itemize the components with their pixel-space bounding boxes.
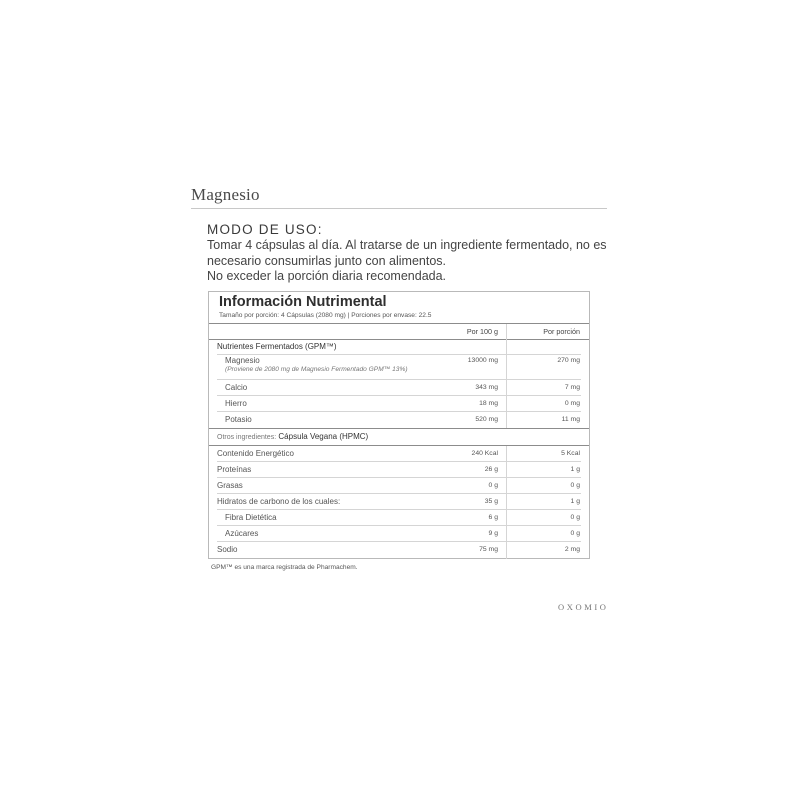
value-per-serving: 270 mg [557,357,580,364]
other-ingredients-row [209,429,589,445]
value-per-100g: 18 mg [479,400,498,407]
value-per-100g: 9 g [488,530,498,537]
value-per-100g: 240 Kcal [471,450,498,457]
table-row [209,446,589,462]
table-row [209,355,589,380]
nutrient-label: Grasas [217,481,243,490]
nutrient-source-note: (Proviene de 2080 mg de Magnesio Fermentado GPM™ 13%) [225,366,408,373]
usage-line: Tomar 4 cápsulas al día. Al tratarse de un ingrediente fermentado, no es [207,238,607,252]
product-title: Magnesio [191,185,260,204]
value-per-serving: 0 g [570,530,580,537]
value-per-100g: 75 mg [479,546,498,553]
value-per-serving: 1 g [570,466,580,473]
other-ingredients [217,432,368,441]
table-row [209,396,589,412]
table-row [209,412,589,429]
usage-line: No exceder la porción diaria recomendada. [207,269,447,283]
table-row [209,510,589,526]
table-row [209,526,589,542]
column-divider [506,446,507,559]
nutrient-label: Potasio [225,415,252,424]
nutrient-label: Magnesio [225,356,260,365]
table-row [209,494,589,510]
usage-section [207,222,607,285]
other-ingredients-value: Cápsula Vegana (HPMC) [278,432,369,441]
column-header-per-100g: Por 100 g [466,327,498,336]
table-row [209,462,589,478]
nutrition-title: Información Nutrimental [219,294,387,310]
other-ingredients-label: Otros ingredientes: [217,434,277,441]
usage-line: necesario consumirlas junto con alimentos. [207,253,447,268]
value-per-100g: 26 g [484,466,498,473]
nutrient-label: Hierro [225,399,247,408]
brand-wordmark: OXOMIO [558,602,609,612]
nutrient-label: Fibra Dietética [225,513,277,522]
value-per-serving: 0 mg [564,400,580,407]
value-per-100g: 6 g [488,514,498,521]
table-row [209,542,589,558]
section-fermented-nutrients [209,340,589,355]
value-per-serving: 0 g [570,482,580,489]
column-divider [506,324,507,428]
trademark-footnote: GPM™ es una marca registrada de Pharmachem. [211,564,358,571]
value-per-serving: 0 g [570,514,580,521]
value-per-100g: 520 mg [475,416,498,423]
nutrient-label: Proteínas [217,465,252,474]
nutrient-label: Contenido Energético [217,449,294,458]
nutrient-label: Calcio [225,383,248,392]
table-row [209,380,589,396]
title-divider [191,208,607,209]
nutrient-label: Azúcares [225,529,259,538]
value-per-serving: 5 Kcal [561,450,580,457]
value-per-serving: 11 mg [561,416,580,423]
column-header-per-serving: Por porción [543,327,580,336]
nutrition-facts-panel [208,291,590,559]
value-per-100g: 35 g [484,498,498,505]
value-per-100g: 343 mg [475,384,498,391]
value-per-serving: 2 mg [564,546,580,553]
usage-heading: MODO DE USO: [207,222,323,237]
value-per-serving: 7 mg [564,384,580,391]
nutrient-label: Hidratos de carbono de los cuales: [217,497,341,506]
serving-info: Tamaño por porción: 4 Cápsulas (2080 mg) | Porciones por envase: 22.5 [219,312,432,319]
fermented-nutrients-label: Nutrientes Fermentados (GPM™) [217,342,337,351]
value-per-100g: 13000 mg [467,357,498,364]
value-per-serving: 1 g [570,498,580,505]
value-per-100g: 0 g [488,482,498,489]
table-row [209,478,589,494]
column-header-row [209,324,589,340]
nutrient-label: Sodio [217,545,238,554]
